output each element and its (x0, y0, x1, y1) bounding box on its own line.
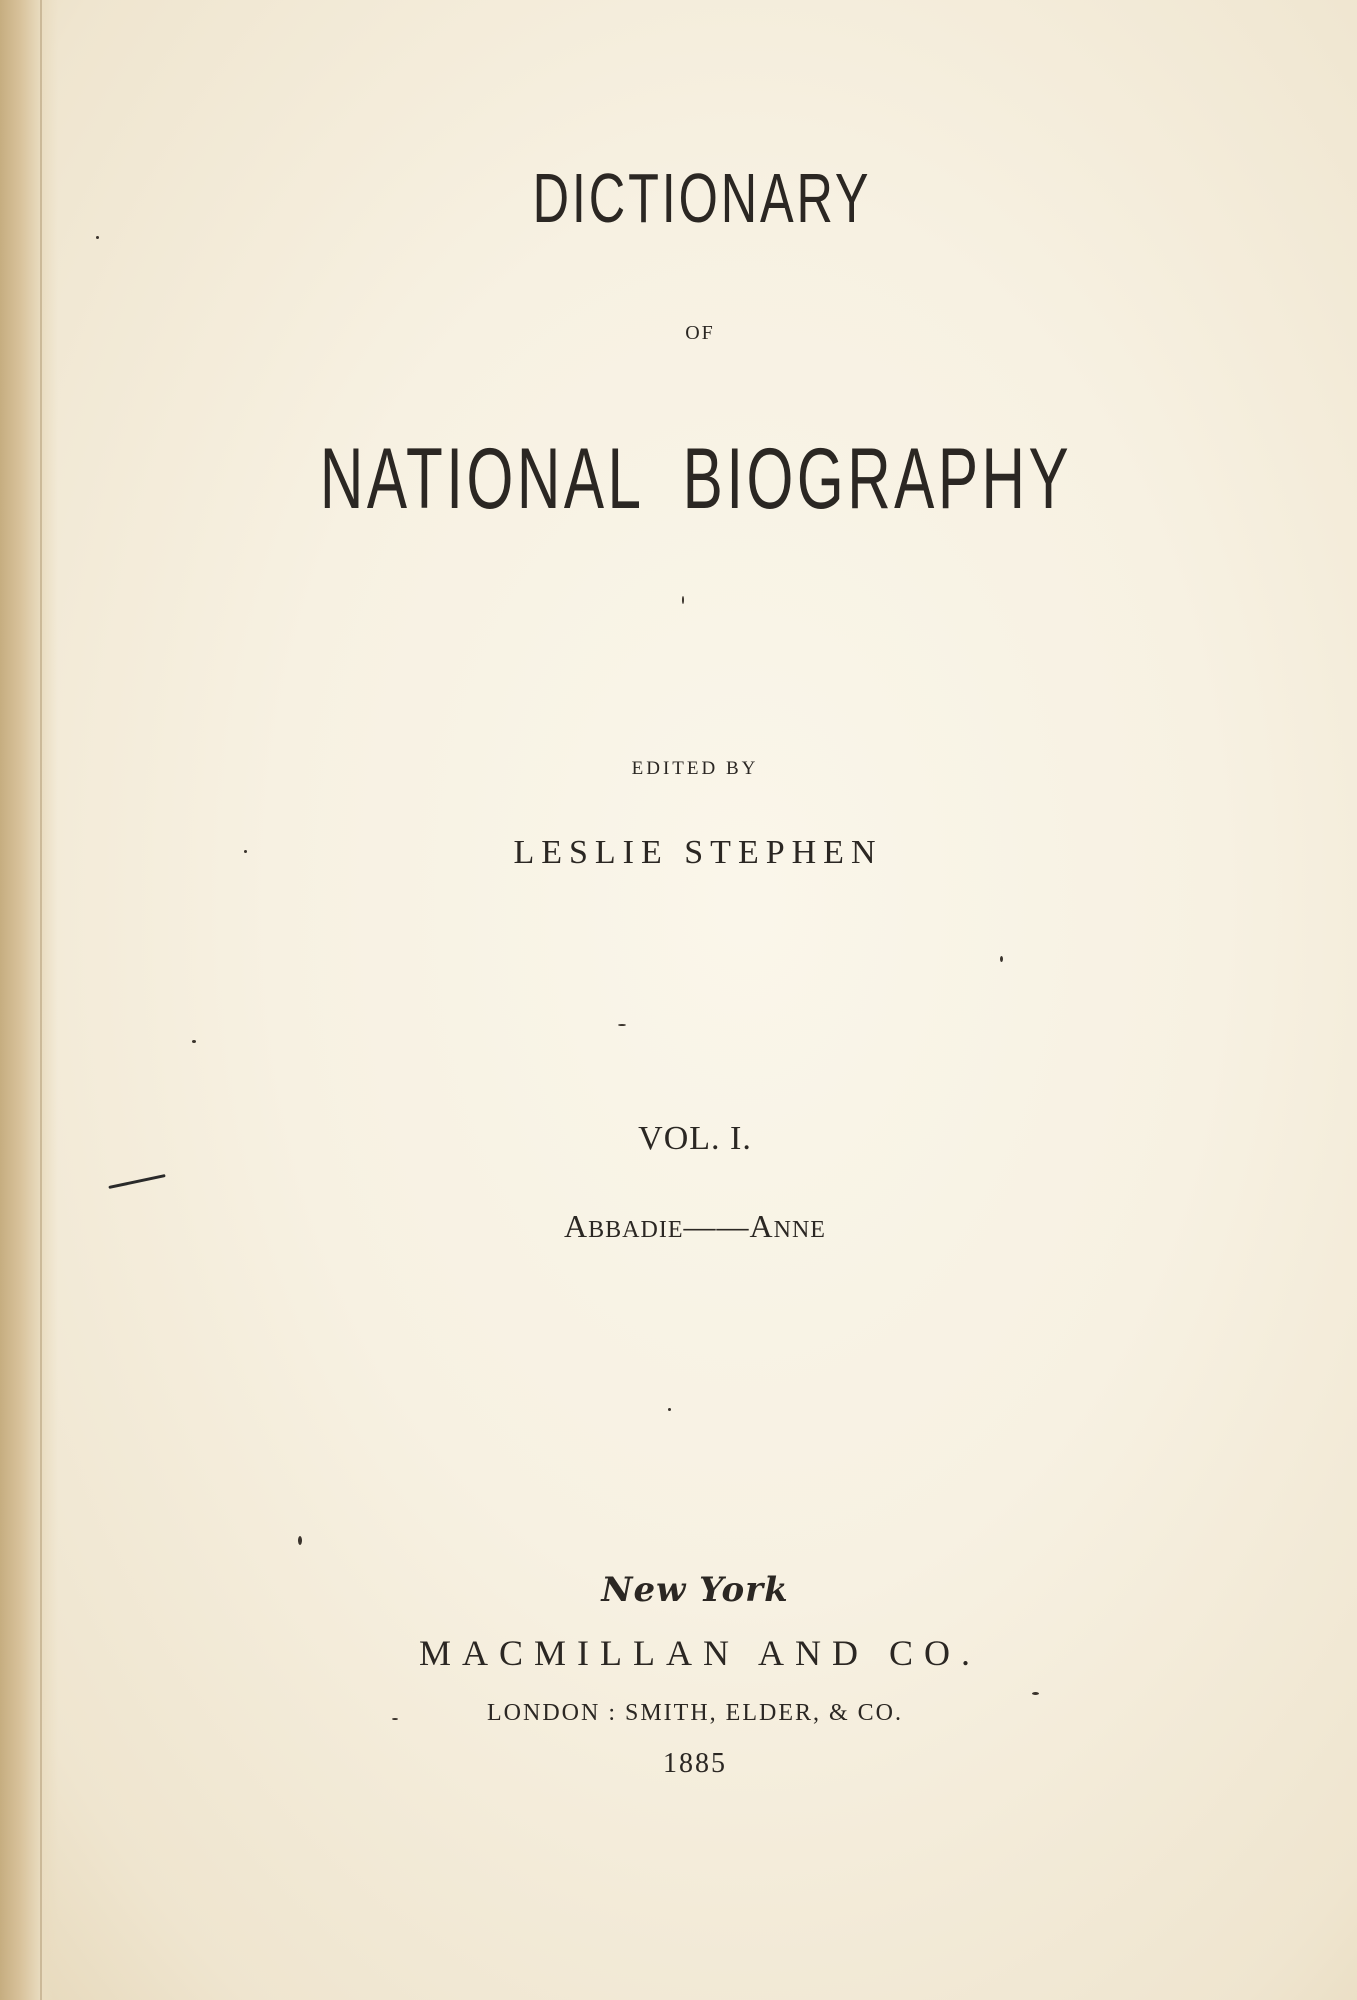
title-line-2-text: NATIONAL BIOGRAPHY (319, 431, 1073, 527)
paper-speck (1032, 1692, 1039, 1695)
title-line-2 (209, 430, 1183, 529)
paper-speck (192, 1040, 196, 1043)
range-end-rest: NNE (773, 1217, 826, 1243)
paper-speck (96, 236, 99, 239)
publisher-name: MACMILLAN AND CO. (418, 1633, 981, 1673)
title-of: OF (685, 322, 715, 344)
paper-speck (668, 1408, 671, 1411)
edited-by-label: EDITED BY (631, 758, 759, 779)
range-dash: —— (683, 1208, 750, 1244)
paper-speck (618, 1024, 626, 1026)
co-publisher: LONDON : SMITH, ELDER, & CO. (487, 1700, 903, 1726)
editor-name: LESLIE STEPHEN (513, 834, 883, 871)
volume-range (0, 1208, 1357, 1245)
pencil-mark (108, 1174, 165, 1189)
range-start-rest: BBADIE (588, 1217, 684, 1243)
title-line-1: DICTIONARY (532, 159, 872, 237)
range-end-initial: A (749, 1208, 774, 1244)
paper-speck (298, 1536, 302, 1545)
range-start-initial: A (564, 1208, 589, 1244)
paper-speck (682, 596, 684, 604)
publication-city: New York (601, 1570, 789, 1610)
volume-number: VOL. I. (638, 1120, 752, 1157)
publication-year: 1885 (663, 1748, 727, 1779)
paper-speck (1000, 956, 1003, 962)
